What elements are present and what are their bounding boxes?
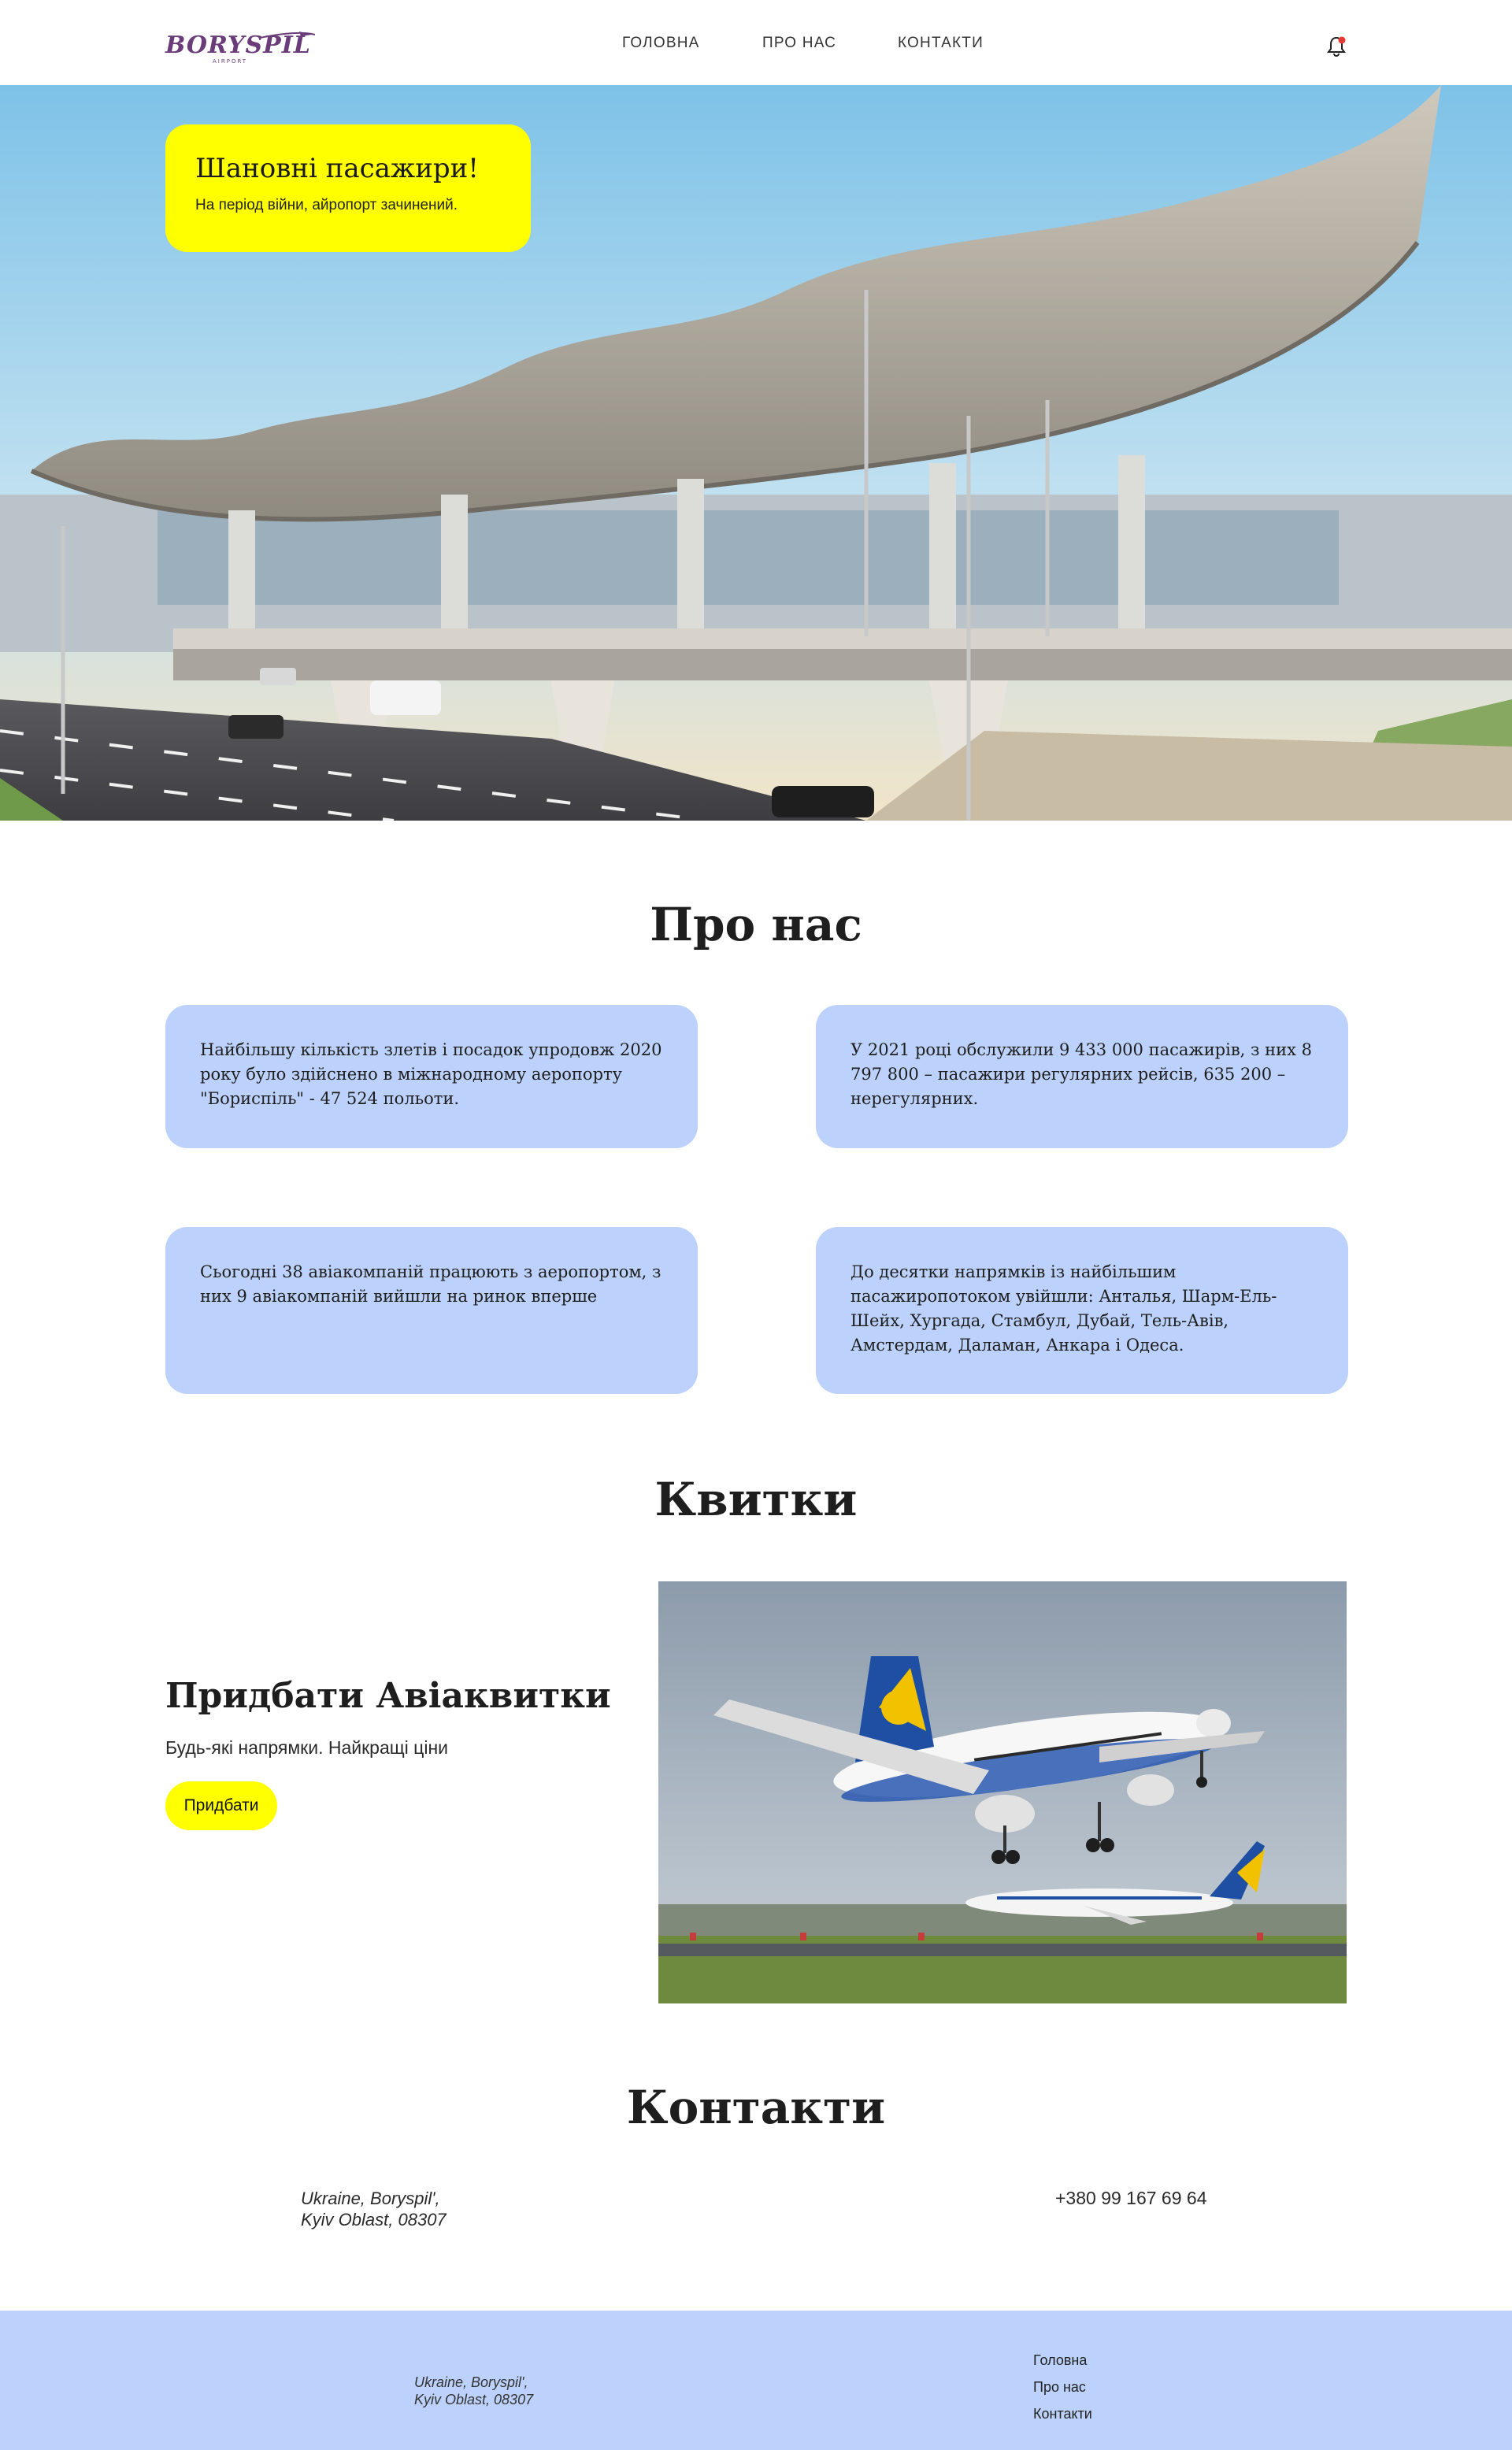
tickets-section-title: Квитки [654,1473,858,1526]
about-card-flights: Найбільшу кількість злетів і посадок упродовж 2020 року було здійснено в міжнародному аеропорту "Бориспіль" - 47 524 польоти. [165,1005,698,1148]
plane-photo [658,1581,1347,2003]
about-card-passengers: У 2021 році обслужили 9 433 000 пасажирів, з них 8 797 800 – пасажири регулярних рейсів, 635 200 – нерегулярних. [816,1005,1348,1148]
about-card-destinations: До десятки напрямків із найбільшим пасажиропотоком увійшли: Анталья, Шарм-Ель-Шейх, Хургада, Стамбул, Дубай, Тель-Авів, Амстердам, Даламан, Анкара і Одеса. [816,1227,1348,1394]
footer-link-home[interactable]: Головна [1033,2352,1088,2368]
notice-text: На період війни, айропорт зачинений. [195,197,458,213]
logo-subtext: AIRPORT [213,58,248,65]
footer-link-about[interactable]: Про нас [1033,2379,1086,2395]
contact-address [301,2188,447,2230]
about-section-title: Про нас [650,898,862,951]
main-nav [0,35,1512,58]
footer-address [414,2374,533,2408]
site-footer [0,2311,1512,2450]
contacts-section-title: Контакти [626,2081,886,2134]
footer-link-contacts[interactable]: Контакти [1033,2406,1092,2422]
logo-text: BORYSPIL [165,32,311,59]
notice-title: Шановні пасажири! [195,153,479,184]
contact-address-line2: Kyiv Oblast, 08307 [301,2210,447,2229]
hero-banner [0,85,1512,821]
buy-tickets-button[interactable]: Придбати [165,1781,277,1830]
tickets-heading: Придбати Авіаквитки [165,1676,611,1716]
site-header [0,0,1512,85]
tickets-subtitle: Будь-які напрямки. Найкращі ціни [165,1737,448,1758]
closure-notice [165,124,531,252]
nav-item-home[interactable]: ГОЛОВНА [622,35,700,51]
contact-phone[interactable]: +380 99 167 69 64 [1055,2188,1207,2208]
footer-nav [1033,2347,1092,2427]
footer-address-line2: Kyiv Oblast, 08307 [414,2392,534,2407]
footer-address-line1: Ukraine, Boryspil', [414,2374,528,2390]
bell-icon[interactable] [1325,35,1348,58]
nav-item-about[interactable]: ПРО НАС [762,35,837,51]
contact-address-line1: Ukraine, Boryspil', [301,2189,440,2208]
nav-item-contacts[interactable]: КОНТАКТИ [898,35,984,51]
notification-badge [1339,37,1346,44]
about-card-airlines: Сьогодні 38 авіакомпаній працюють з аеропортом, з них 9 авіакомпаній вийшли на ринок вперше [165,1227,698,1394]
